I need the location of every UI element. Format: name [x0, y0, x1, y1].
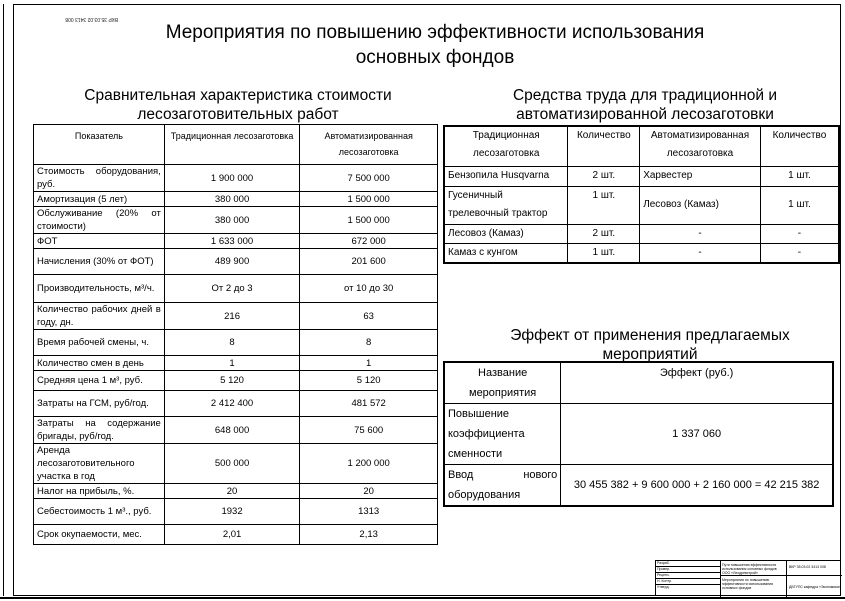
cell-automated-tool: Харвестер: [640, 166, 761, 186]
cell-indicator: Налог на прибыль, %.: [34, 484, 165, 499]
table-header-row: [34, 125, 438, 165]
role-reviewer: Реценз.: [656, 573, 720, 579]
cell-indicator: Время рабочей смены, ч.: [34, 330, 165, 356]
cell-automated-tool: Лесовоз (Камаз): [640, 186, 761, 224]
table-row: [444, 465, 833, 507]
table-row: [34, 249, 438, 275]
cell-effect-value: 1 337 060: [561, 404, 833, 465]
header-indicator: Показатель: [34, 125, 165, 165]
cell-traditional: 1: [164, 356, 300, 371]
table-row: [34, 444, 438, 484]
cell-indicator: Аренда лесозаготовительного участка в год: [34, 444, 165, 484]
cell-traditional: 2 412 400: [164, 391, 300, 417]
table-row: [34, 165, 438, 192]
page-title-line2: основных фондов: [355, 47, 515, 68]
effect-title-line2: мероприятий: [602, 346, 698, 363]
page-title: [100, 20, 770, 70]
cell-automated: 75 600: [300, 417, 438, 444]
cell-traditional: 1932: [164, 499, 300, 525]
cell-automated: 1 500 000: [300, 207, 438, 234]
cell-automated-qty: -: [760, 224, 839, 243]
effect-section-title: [450, 326, 845, 364]
cell-indicator: Обслуживание (20% от стоимости): [34, 207, 165, 234]
cell-indicator: Амортизация (5 лет): [34, 192, 165, 207]
table-row: [34, 417, 438, 444]
cell-traditional: 8: [164, 330, 300, 356]
table-row: [34, 192, 438, 207]
tools-table-body: [444, 166, 839, 263]
cell-automated: 672 000: [300, 234, 438, 249]
cell-automated: 8: [300, 330, 438, 356]
role-approver: Утверд.: [657, 585, 670, 589]
cell-traditional: 2,01: [164, 525, 300, 545]
table-row: [34, 330, 438, 356]
table-row: [34, 484, 438, 499]
role-norm-control: Н. Контр.: [656, 579, 720, 585]
cell-traditional-tool: Камаз с кунгом: [444, 243, 568, 263]
table-row: [34, 356, 438, 371]
cell-traditional: 500 000: [164, 444, 300, 484]
table-row: [34, 275, 438, 303]
cell-automated: 20: [300, 484, 438, 499]
title-block-divider: [786, 561, 787, 597]
table-row: [34, 303, 438, 330]
cell-automated: 201 600: [300, 249, 438, 275]
cell-traditional-tool: Бензопила Husqvarna: [444, 166, 568, 186]
header-automated: Автоматизированная лесозаготовка: [300, 125, 438, 165]
table-row: [444, 243, 839, 263]
table-header-row: [444, 126, 839, 166]
tools-title-line2: автоматизированной лесозаготовки: [516, 106, 774, 123]
cell-automated: 5 120: [300, 371, 438, 391]
header-traditional: Традиционная лесозаготовка: [164, 125, 300, 165]
header-effect: Эффект (руб.): [561, 362, 833, 404]
table-row: [444, 404, 833, 465]
cell-traditional-qty: 1 шт.: [568, 186, 640, 224]
cell-automated: 1: [300, 356, 438, 371]
cell-automated: 2,13: [300, 525, 438, 545]
cost-table-body: [34, 165, 438, 545]
cell-indicator: ФОТ: [34, 234, 165, 249]
title-block-divider: [720, 561, 721, 597]
table-row: [34, 525, 438, 545]
cell-measure-name: Ввод нового оборудования: [444, 465, 561, 507]
cell-automated: от 10 до 30: [300, 275, 438, 303]
cell-automated-tool: -: [640, 224, 761, 243]
cell-indicator: Стоимость оборудования, руб.: [34, 165, 165, 192]
header-traditional: Традиционная лесозаготовка: [444, 126, 568, 166]
effect-table: [443, 361, 834, 507]
tools-title-line1: Средства труда для традиционной и: [512, 87, 778, 104]
cell-indicator: Средняя цена 1 м³, руб.: [34, 371, 165, 391]
cell-traditional: 380 000: [164, 207, 300, 234]
cell-indicator: Начисления (30% от ФОТ): [34, 249, 165, 275]
title-block-sheet-title: Мероприятия по повышению эффективности использования основных фондов: [722, 578, 774, 590]
table-row: [444, 166, 839, 186]
cell-automated: 63: [300, 303, 438, 330]
cost-comparison-table: [33, 124, 438, 545]
cell-traditional: 380 000: [164, 192, 300, 207]
tools-section-title: [450, 86, 840, 124]
table-row: [444, 224, 839, 243]
cost-title-line2: лесозаготовительных работ: [137, 106, 339, 123]
cell-traditional: 1 900 000: [164, 165, 300, 192]
cell-automated: 1313: [300, 499, 438, 525]
drawing-title-block: [655, 560, 841, 596]
cell-traditional: 5 120: [164, 371, 300, 391]
cell-traditional-qty: 2 шт.: [568, 166, 640, 186]
header-automated: Автоматизированная лесозаготовка: [640, 126, 761, 166]
cell-traditional: От 2 до 3: [164, 275, 300, 303]
cell-indicator: Количество смен в день: [34, 356, 165, 371]
cost-section-title: [38, 86, 438, 124]
title-block-roles: [656, 561, 720, 597]
cell-automated-qty: 1 шт.: [760, 186, 839, 224]
title-block-subject: Пути повышения эффективности использования основных фондов ООО «Лесдревстрой»: [722, 563, 777, 575]
cell-indicator: Себестоимость 1 м³., руб.: [34, 499, 165, 525]
title-block-divider: [720, 575, 842, 576]
cell-automated: 481 572: [300, 391, 438, 417]
header-quantity: Количество: [760, 126, 839, 166]
table-row: [34, 371, 438, 391]
header-quantity: Количество: [568, 126, 640, 166]
cell-traditional-tool: Гусеничный трелевочный трактор: [444, 186, 568, 224]
title-block-code: ВКР 35.03.02 3413 008: [789, 565, 826, 569]
left-border-line: [3, 4, 4, 596]
cell-automated-tool: -: [640, 243, 761, 263]
effect-title-line1: Эффект от применения предлагаемых: [510, 327, 790, 344]
tools-table: [443, 125, 840, 264]
bottom-border-line: [0, 597, 845, 599]
page-title-line1: Мероприятия по повышению эффективности использования: [165, 22, 705, 43]
cost-title-line1: Сравнительная характеристика стоимости: [84, 87, 392, 104]
role-checker: Провер.: [656, 567, 720, 573]
cell-traditional: 216: [164, 303, 300, 330]
cell-indicator: Производительность, м³/ч.: [34, 275, 165, 303]
cell-automated: 7 500 000: [300, 165, 438, 192]
cell-effect-value: 30 455 382 + 9 600 000 + 2 160 000 = 42 215 382: [561, 465, 833, 507]
cell-traditional: 648 000: [164, 417, 300, 444]
table-header-row: [444, 362, 833, 404]
cell-automated-qty: 1 шт.: [760, 166, 839, 186]
cell-traditional-qty: 1 шт.: [568, 243, 640, 263]
cell-automated: 1 200 000: [300, 444, 438, 484]
cell-traditional-qty: 2 шт.: [568, 224, 640, 243]
table-row: [34, 391, 438, 417]
table-row: [34, 207, 438, 234]
header-measure-name: Название мероприятия: [444, 362, 561, 404]
table-row: [444, 186, 839, 224]
cell-indicator: Затраты на ГСМ, руб/год.: [34, 391, 165, 417]
corner-stamp: ВКР 35.03.02 3413 008: [65, 16, 118, 22]
cell-automated: 1 500 000: [300, 192, 438, 207]
table-row: [34, 499, 438, 525]
title-block-org: ДВГУПС кафедра «Экономика»: [789, 585, 841, 589]
cell-indicator: Срок окупаемости, мес.: [34, 525, 165, 545]
cell-traditional: 1 633 000: [164, 234, 300, 249]
cell-traditional: 20: [164, 484, 300, 499]
role-developer: Разраб.: [656, 561, 720, 567]
effect-table-body: [444, 404, 833, 507]
cell-automated-qty: -: [760, 243, 839, 263]
cell-indicator: Количество рабочих дней в году, дн.: [34, 303, 165, 330]
cell-indicator: Затраты на содержание бригады, руб/год.: [34, 417, 165, 444]
cell-traditional-tool: Лесовоз (Камаз): [444, 224, 568, 243]
cell-measure-name: Повышение коэффициента сменности: [444, 404, 561, 465]
cell-traditional: 489 900: [164, 249, 300, 275]
table-row: [34, 234, 438, 249]
